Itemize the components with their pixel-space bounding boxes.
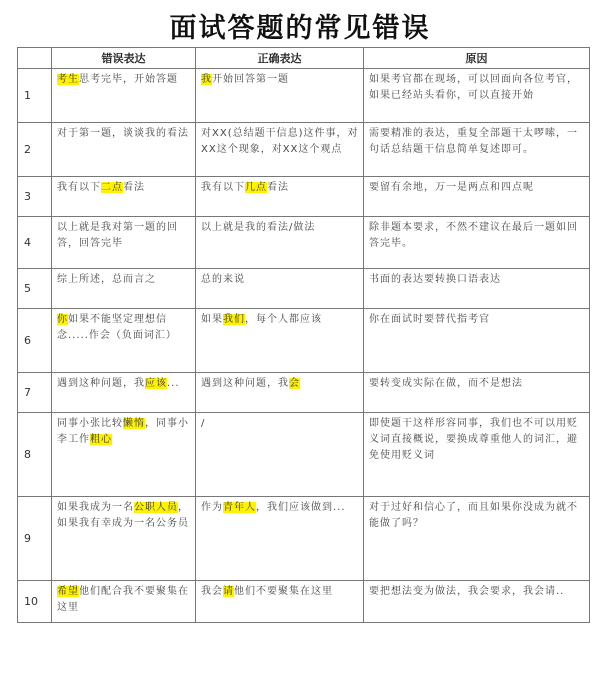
correct-expression-cell	[196, 177, 364, 217]
cell-text: 开始回答第一题	[212, 74, 289, 85]
highlighted-text: 你	[57, 314, 68, 325]
highlighted-text: 青年人	[223, 502, 256, 513]
cell-text: ，同事小李工作	[57, 418, 189, 445]
correct-expression-cell	[196, 373, 364, 413]
correct-expression-cell	[196, 413, 364, 497]
highlighted-text: 会	[289, 378, 300, 389]
reason-cell	[364, 373, 590, 413]
table-row	[18, 309, 590, 373]
cell-text: 除非题本要求，不然不建议在最后一题如回答完毕。	[369, 222, 578, 249]
header-num	[18, 48, 52, 69]
cell-text: 需要精准的表达，重复全部题干太啰嗦，一句话总结题干信息简单复述即可。	[369, 128, 578, 155]
highlighted-text: 希望	[57, 586, 79, 597]
wrong-expression-cell	[52, 413, 196, 497]
row-number: 4	[18, 217, 52, 269]
cell-text: 如果我成为一名	[57, 502, 134, 513]
highlighted-text: 我们	[223, 314, 245, 325]
table-row	[18, 581, 590, 623]
table-row	[18, 123, 590, 177]
cell-text: 综上所述，总而言之	[57, 274, 156, 285]
cell-text: 以上就是我对第一题的回答，回答完毕	[57, 222, 178, 249]
cell-text: 书面的表达要转换口语表达	[369, 274, 501, 285]
cell-text: 思考完毕，开始答题	[79, 74, 178, 85]
cell-text: 对于第一题，谈谈我的看法	[57, 128, 189, 139]
cell-text: 要留有余地，万一是两点和四点呢	[369, 182, 534, 193]
cell-text: 如果	[201, 314, 223, 325]
header-row	[18, 48, 590, 69]
row-number: 9	[18, 497, 52, 581]
reason-cell	[364, 69, 590, 123]
table-row	[18, 69, 590, 123]
row-number: 1	[18, 69, 52, 123]
cell-text: 即使题干这样形容同事，我们也不可以用贬义词直接概说，要换成尊重他人的词汇，避免使用贬义词	[369, 418, 578, 461]
correct-expression-cell	[196, 269, 364, 309]
cell-text: 作为	[201, 502, 223, 513]
correct-expression-cell	[196, 581, 364, 623]
cell-text: 总的来说	[201, 274, 245, 285]
cell-text: 我会	[201, 586, 223, 597]
cell-text: 以上就是我的看法/做法	[201, 222, 316, 233]
highlighted-text: 考生	[57, 74, 79, 85]
table-row	[18, 373, 590, 413]
page-title: 面试答题的常见错误	[169, 13, 431, 44]
cell-text: 他们配合我不要聚集在这里	[57, 586, 189, 613]
reason-cell	[364, 309, 590, 373]
cell-text: 对于过好和信心了，而且如果你没成为就不能做了吗？	[369, 502, 578, 529]
highlighted-text: 粗心	[90, 434, 112, 445]
cell-text: ，每个人都应该	[245, 314, 322, 325]
reason-cell	[364, 413, 590, 497]
table-row	[18, 497, 590, 581]
table-row	[18, 177, 590, 217]
cell-text: 看法	[267, 182, 289, 193]
cell-text: 我有以下	[57, 182, 101, 193]
cell-text: 要转变成实际在做，而不是想法	[369, 378, 523, 389]
cell-text: ...	[167, 378, 180, 389]
highlighted-text: 公职人员	[134, 502, 178, 513]
wrong-expression-cell	[52, 581, 196, 623]
header-reason: 原因	[364, 48, 590, 69]
reason-cell	[364, 269, 590, 309]
row-number: 8	[18, 413, 52, 497]
cell-text: 遇到这种问题，我	[57, 378, 145, 389]
cell-text: ，我们应该做到...	[256, 502, 346, 513]
errors-table	[17, 47, 590, 623]
cell-text: 看法	[123, 182, 145, 193]
wrong-expression-cell	[52, 69, 196, 123]
wrong-expression-cell	[52, 269, 196, 309]
highlighted-text: 几点	[245, 182, 267, 193]
reason-cell	[364, 581, 590, 623]
correct-expression-cell	[196, 497, 364, 581]
header-wrong: 错误表达	[52, 48, 196, 69]
reason-cell	[364, 217, 590, 269]
cell-text: ，如果我有幸成为一名公务员	[57, 502, 189, 529]
reason-cell	[364, 177, 590, 217]
correct-expression-cell	[196, 123, 364, 177]
table-row	[18, 269, 590, 309]
wrong-expression-cell	[52, 309, 196, 373]
row-number: 3	[18, 177, 52, 217]
highlighted-text: 懒惰	[123, 418, 145, 429]
wrong-expression-cell	[52, 123, 196, 177]
reason-cell	[364, 497, 590, 581]
row-number: 7	[18, 373, 52, 413]
row-number: 10	[18, 581, 52, 623]
row-number: 6	[18, 309, 52, 373]
reason-cell	[364, 123, 590, 177]
wrong-expression-cell	[52, 497, 196, 581]
header-right: 正确表达	[196, 48, 364, 69]
cell-text: 我有以下	[201, 182, 245, 193]
wrong-expression-cell	[52, 177, 196, 217]
cell-text: 你在面试时要替代指考官	[369, 314, 490, 325]
cell-text: 对XX(总结题干信息)这件事，对XX这个现象，对XX这个观点	[201, 128, 359, 155]
table-row	[18, 413, 590, 497]
correct-expression-cell	[196, 309, 364, 373]
highlighted-text: 二点	[101, 182, 123, 193]
correct-expression-cell	[196, 69, 364, 123]
cell-text: 他们不要聚集在这里	[234, 586, 333, 597]
cell-text: 遇到这种问题，我	[201, 378, 289, 389]
wrong-expression-cell	[52, 217, 196, 269]
cell-text: 要把想法变为做法，我会要求，我会请..	[369, 586, 565, 597]
highlighted-text: 应该	[145, 378, 167, 389]
cell-text: 如果不能坚定理想信念.....作会（负面词汇）	[57, 314, 177, 341]
cell-text: /	[201, 418, 206, 429]
wrong-expression-cell	[52, 373, 196, 413]
table-row	[18, 217, 590, 269]
row-number: 5	[18, 269, 52, 309]
highlighted-text: 我	[201, 74, 212, 85]
correct-expression-cell	[196, 217, 364, 269]
cell-text: 如果考官都在现场，可以回面向各位考官，如果已经站头看你，可以直接开始	[369, 74, 578, 101]
highlighted-text: 请	[223, 586, 234, 597]
row-number: 2	[18, 123, 52, 177]
cell-text: 同事小张比较	[57, 418, 123, 429]
